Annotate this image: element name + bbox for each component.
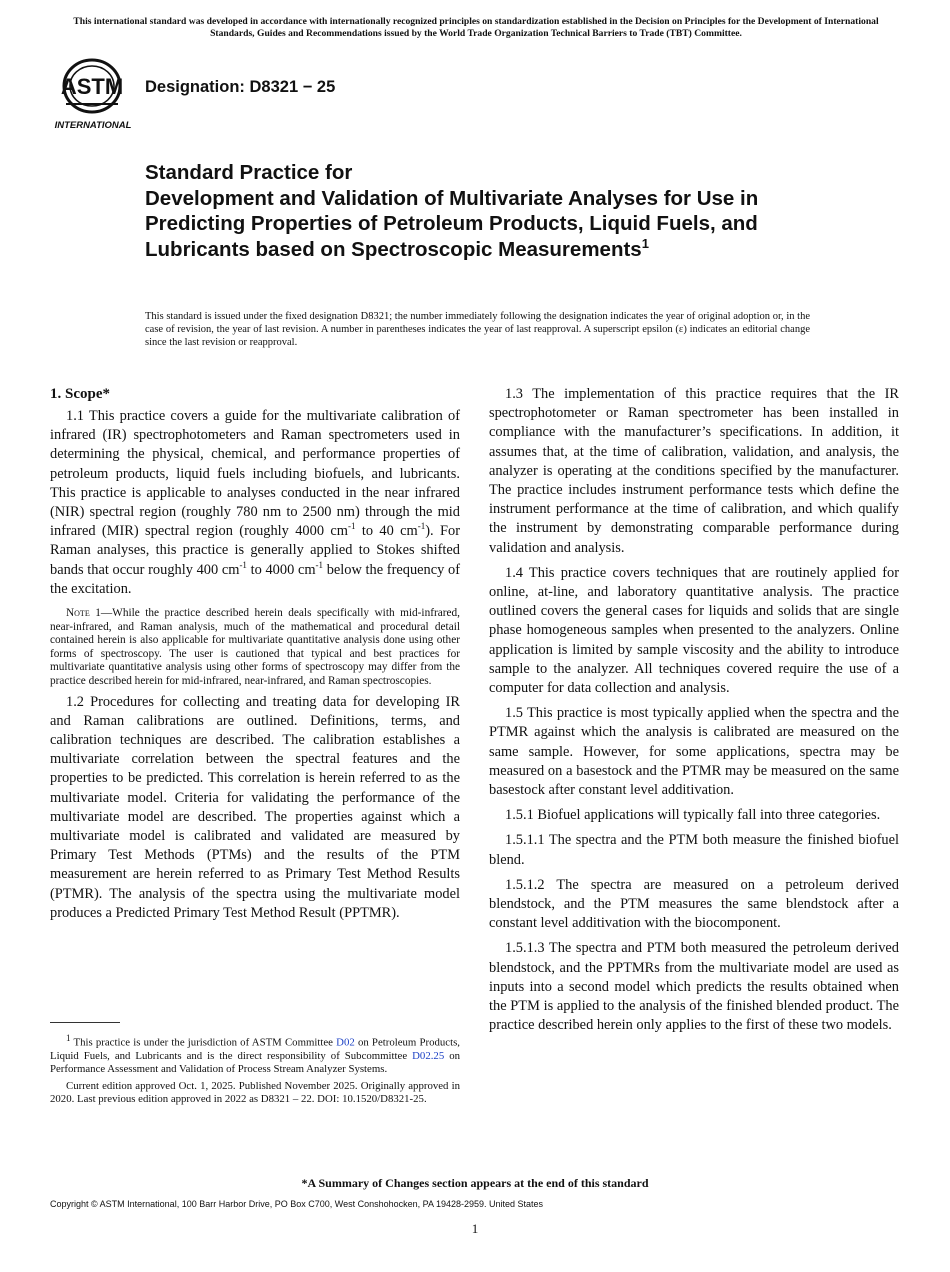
text-run: to 40 cm (355, 523, 418, 540)
title-main (145, 186, 845, 263)
issuance-note: This standard is issued under the fixed designation D8321; the number immediately following the designation indicates the year of original adoption or, in the case of revision, the year of last revision. A number in parentheses indicates the year of last reapproval. A superscript epsilon (ε) indicates an editorial change since the last revision or reapproval. (145, 311, 810, 349)
superscript: -1 (239, 559, 247, 570)
title-footnote-marker: 1 (641, 235, 649, 251)
text-run: This practice is under the jurisdiction of ASTM Committee (70, 1036, 337, 1049)
section-heading-scope: 1. Scope* (50, 386, 110, 402)
copyright: Copyright © ASTM International, 100 Barr Harbor Drive, PO Box C700, West Conshohocken, PA 19428-2959. United States (50, 1199, 544, 1209)
designation: Designation: D8321 − 25 (145, 78, 336, 96)
text-run: on Performance Assessment and Validation of Process Stream Analyzer Systems. (50, 1050, 460, 1076)
footnote-marker: 1 (66, 1033, 71, 1043)
committee-d02-link[interactable]: D02 (336, 1036, 355, 1049)
note-text: —While the practice described herein deals specifically with mid-infrared, near-infrared, and Raman analysis, much of the mathematical and procedural detail contained herein is also applicable for multivariate quantitative analysis done using other forms of spectroscopy. The user is cautioned that typical and best practices for multivariate quantitative analysis using other forms of spectroscopy may differ from the practice described herein for mid-infrared, near-infrared, and Raman spectroscopies. (50, 607, 460, 687)
title-main-text: Development and Validation of Multivariate Analyses for Use in Predicting Properties of Petroleum Products, Liquid Fuels, and Lubricants based on Spectroscopic Measurements (145, 186, 759, 261)
superscript: -1 (417, 521, 426, 532)
paragraph-1-1 (50, 407, 460, 599)
summary-of-changes-note: *A Summary of Changes section appears at the end of this standard (301, 1176, 649, 1190)
text-run: below the frequency of the excitation. (50, 561, 460, 597)
page-number: 1 (471, 1221, 479, 1236)
edition-note: Current edition approved Oct. 1, 2025. Published November 2025. Originally approved in 2020. Last previous edition approved in 2022 as D8321 – 22. DOI: 10.1520/D8321-25. (50, 1079, 460, 1106)
logo-subtext: INTERNATIONAL (54, 120, 132, 131)
note-label: Note 1 (66, 607, 101, 620)
text-run: ). For Raman analyses, this practice is generally applied to Stokes shifted bands that occur roughly 400 cm (50, 523, 461, 578)
footnote-divider (50, 1022, 120, 1023)
paragraph-1-5-1-3: 1.5.1.3 The spectra and PTM both measured the petroleum derived blendstock, and the PPTMRs from the multivariate model are used as inputs into a second model which predicts the results obtained when the PTM is applied to the analysis of the finished blended product. The practice described herein only applies to the first of these two models. (489, 940, 899, 1034)
note-1 (50, 607, 460, 689)
left-column (50, 385, 460, 923)
footnote-1 (50, 1032, 460, 1077)
paragraph-1-5-1-1: 1.5.1.1 The spectra and the PTM both measure the finished biofuel blend. (489, 832, 899, 868)
subcommittee-d02-25-link[interactable]: D02.25 (412, 1050, 445, 1062)
paragraph-1-5-1-2: 1.5.1.2 The spectra are measured on a petroleum derived blendstock, and the PTM measures the same blendstock after a constant level additivation with the biocomponent. (489, 876, 899, 932)
document-title (145, 160, 845, 262)
text-run: on Petroleum Products, Liquid Fuels, and Lubricants and is the direct responsibility of Subcommittee (50, 1036, 460, 1062)
paragraph-1-4: 1.4 This practice covers techniques that are routinely applied for online, at-line, and laboratory quantitative analysis. The practice outlined covers the general cases for liquids and solids that are single phase homogeneous samples when presented to the analyzers. Online application is limited by sample viscosity and the ability to introduce sample to the analyzer. All techniques covered require the use of a computer for data collection and analysis. (489, 564, 899, 697)
superscript: -1 (315, 559, 324, 570)
logo-wordmark: ASTM (60, 74, 124, 99)
wto-notice: This international standard was developed in accordance with internationally recognized principles on standardization established in the Decision on Principles for the Development of International Standards, Guides and Recommendations issued by the World Trade Organization Technical Barriers to Trade (TBT) Committee. (73, 16, 879, 39)
title-line-1: Standard Practice for (145, 161, 353, 184)
footnotes (50, 1022, 460, 1107)
right-column (489, 385, 899, 1036)
paragraph-1-2: 1.2 Procedures for collecting and treating data for developing IR and Raman calibrations are outlined. Definitions, terms, and calibration techniques are described. The calibration establishes a multivariate correlation between the spectral features and the properties to be predicted. This correlation is herein referred to as the multivariate model. Criteria for validating the performance of the multivariate model are described. The properties against which a multivariate model is calibrated and validated are measured by Primary Test Methods (PTMs) and the results of the PTM measurement are herein referred to as Primary Test Method Results (PTMR). The analysis of the spectra using the multivariate model produces a Predicted Primary Test Method Result (PPTMR). (50, 693, 460, 921)
paragraph-1-3: 1.3 The implementation of this practice requires that the IR spectrophotometer or Raman spectrometer has been installed in compliance with the manufacturer’s specifications. In addition, it assumes that, at the time of calibration, validation, and analysis, the analyzer is operating at the conditions specified by the manufacturer. The practice includes instrument performance tests which define the instrument performance at the time of calibration, and which qualify the instrument by demonstrating comparable performance during validation and analysis. (489, 386, 899, 556)
text-run: 1.1 This practice covers a guide for the multivariate calibration of infrared (IR) spectrophotometers and Raman spectrometers used in determining the physical, chemical, and performance properties of petroleum products, liquid fuels including biofuels, and lubricants. This practice is applicable to analyses conducted in the near infrared (NIR) spectral region (roughly 780 nm to 2500 nm) through the mid infrared (MIR) spectral region (roughly 4000 cm (50, 408, 460, 540)
astm-logo (52, 56, 136, 132)
text-run: to 4000 cm (246, 561, 316, 578)
superscript: -1 (347, 521, 356, 532)
paragraph-1-5: 1.5 This practice is most typically applied when the spectra and the PTMR against which the analysis is calibrated are measured on the same sample. However, for some applications, spectra may be measured on a basestock and the PTMR may be measured on the same basestock after constant level additivation. (489, 705, 899, 799)
paragraph-1-5-1: 1.5.1 Biofuel applications will typically fall into three categories. (505, 807, 881, 824)
